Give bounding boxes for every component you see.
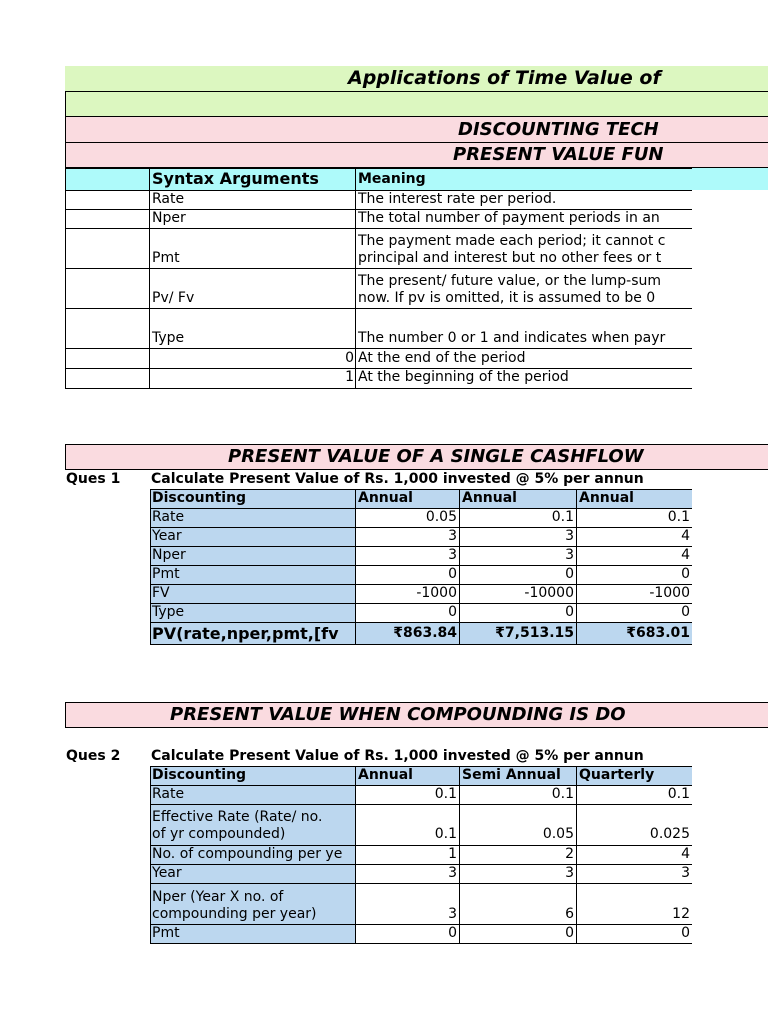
page-title: Applications of Time Value of	[348, 67, 661, 89]
s1-cell[interactable]: -1000	[649, 585, 690, 601]
s2-cell[interactable]: 2	[565, 846, 574, 862]
s2-cell[interactable]: 3	[448, 865, 457, 881]
s1-cell[interactable]: 0	[565, 566, 574, 582]
s1-cell[interactable]: 0	[448, 566, 457, 582]
s2-header-discounting: Discounting	[152, 767, 247, 783]
meaning-pmt-line2: principal and interest but no other fees or t	[358, 250, 662, 266]
s2-row-label-line2: compounding per year)	[152, 906, 317, 922]
s1-header-discounting: Discounting	[152, 490, 247, 506]
s2-hline	[150, 804, 692, 805]
s2-header-col3: Quarterly	[579, 767, 655, 783]
s1-row-label: Nper	[152, 547, 186, 563]
meaning-pv-fv-line1: The present/ future value, or the lump-sum	[358, 273, 662, 289]
s2-row-label: Effective Rate (Rate/ no.	[152, 809, 323, 825]
discounting-title: DISCOUNTING TECH	[458, 119, 659, 140]
s1-cell[interactable]: 0.1	[667, 509, 690, 525]
type-value-0: 0	[345, 350, 354, 366]
s2-cell[interactable]: 0	[681, 925, 690, 941]
s2-header-col2: Semi Annual	[462, 767, 561, 783]
s2-row-label: Rate	[152, 786, 185, 802]
s2-cell[interactable]: 0.1	[551, 786, 574, 802]
ques1-label: Ques 1	[66, 471, 121, 487]
pv-function-title: PRESENT VALUE FUN	[453, 144, 664, 165]
s1-cell[interactable]: 3	[448, 547, 457, 563]
s1-cell[interactable]: -10000	[524, 585, 574, 601]
s1-cell[interactable]: 4	[681, 528, 690, 544]
s2-row-label: Pmt	[152, 925, 180, 941]
ques2-label: Ques 2	[66, 748, 121, 764]
arg-rate: Rate	[152, 191, 185, 207]
s1-header-col2: Annual	[462, 490, 517, 506]
s1-row-label: Year	[152, 528, 182, 544]
s1-cell[interactable]: 0	[681, 604, 690, 620]
type-meaning-1: At the beginning of the period	[358, 369, 569, 385]
s1-cell[interactable]: 3	[448, 528, 457, 544]
s2-cell[interactable]: 3	[565, 865, 574, 881]
s2-cell[interactable]: 3	[681, 865, 690, 881]
s1-cell[interactable]: 3	[565, 547, 574, 563]
s2-cell[interactable]: 0	[565, 925, 574, 941]
s1-row-label: Type	[152, 604, 185, 620]
s2-cell[interactable]: 3	[448, 906, 457, 922]
s1-row-label: FV	[152, 585, 170, 601]
s1-row-label: Pmt	[152, 566, 180, 582]
s2-cell[interactable]: 6	[565, 906, 574, 922]
s1-cell[interactable]: 0	[681, 566, 690, 582]
arg-pv-fv: Pv/ Fv	[152, 290, 195, 306]
arg-type: Type	[152, 330, 185, 346]
s1-result-cell[interactable]: ₹863.84	[393, 625, 457, 641]
ques2-text: Calculate Present Value of Rs. 1,000 invested @ 5% per annun	[151, 748, 644, 764]
arg-nper: Nper	[152, 210, 186, 226]
s2-cell[interactable]: 4	[681, 846, 690, 862]
type-value-1: 1	[345, 369, 354, 385]
section2-title: PRESENT VALUE WHEN COMPOUNDING IS DO	[170, 704, 626, 725]
s2-cell[interactable]: 0.05	[542, 826, 574, 842]
s2-row-label: Nper (Year X no. of	[152, 889, 284, 905]
s1-result-cell[interactable]: ₹7,513.15	[495, 625, 574, 641]
s1-cell[interactable]: 0.05	[425, 509, 457, 525]
meaning-pmt-line1: The payment made each period; it cannot c	[358, 233, 666, 249]
meaning-pv-fv-line2: now. If pv is omitted, it is assumed to be 0	[358, 290, 656, 306]
s2-cell[interactable]: 0.025	[649, 826, 690, 842]
s2-row-label: No. of compounding per ye	[152, 846, 343, 862]
s1-cell[interactable]: 0	[448, 604, 457, 620]
s1-result-cell[interactable]: ₹683.01	[626, 625, 690, 641]
s2-cell[interactable]: 0.1	[434, 826, 457, 842]
s2-cell[interactable]: 12	[672, 906, 690, 922]
arg-pmt: Pmt	[152, 250, 180, 266]
s2-header-col1: Annual	[358, 767, 413, 783]
s1-cell[interactable]: 3	[565, 528, 574, 544]
meaning-type: The number 0 or 1 and indicates when payr	[358, 330, 666, 346]
s1-cell[interactable]: 0.1	[551, 509, 574, 525]
s1-cell[interactable]: -1000	[416, 585, 457, 601]
s2-cell[interactable]: 0.1	[667, 786, 690, 802]
syntax-col-header-meaning: Meaning	[358, 171, 426, 187]
s1-cell[interactable]: 4	[681, 547, 690, 563]
meaning-rate: The interest rate per period.	[358, 191, 557, 207]
s2-cell[interactable]: 0.1	[434, 786, 457, 802]
section1-title: PRESENT VALUE OF A SINGLE CASHFLOW	[228, 446, 644, 467]
s2-cell[interactable]: 1	[448, 846, 457, 862]
s1-result-label: PV(rate,nper,pmt,[fv	[152, 624, 339, 643]
meaning-nper: The total number of payment periods in an	[358, 210, 660, 226]
syntax-col-header-args: Syntax Arguments	[152, 169, 319, 188]
type-meaning-0: At the end of the period	[358, 350, 526, 366]
s1-row-label: Rate	[152, 509, 185, 525]
s2-row-label-line2: of yr compounded)	[152, 826, 286, 842]
s1-header-col1: Annual	[358, 490, 413, 506]
s2-hline	[150, 883, 692, 884]
s2-cell[interactable]: 0	[448, 925, 457, 941]
ques1-text: Calculate Present Value of Rs. 1,000 invested @ 5% per annun	[151, 471, 644, 487]
s1-header-col3: Annual	[579, 490, 634, 506]
s2-row-label: Year	[152, 865, 182, 881]
s1-cell[interactable]: 0	[565, 604, 574, 620]
